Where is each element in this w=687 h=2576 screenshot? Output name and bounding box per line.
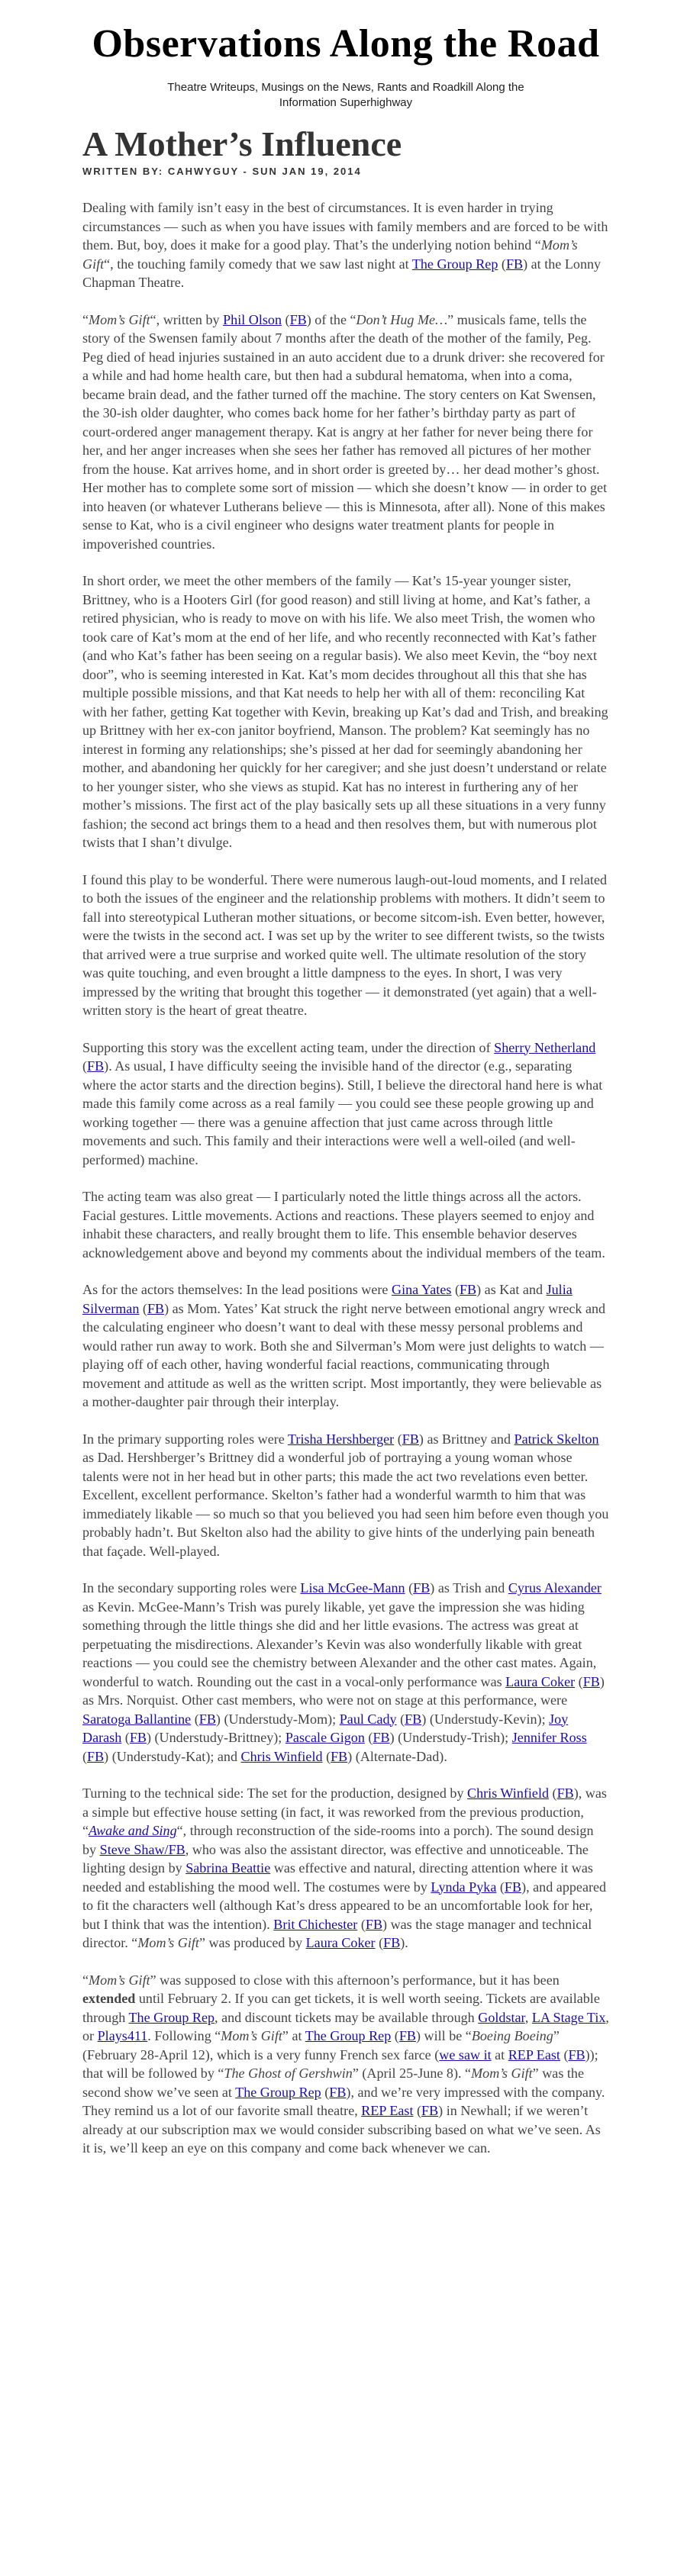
link-fb[interactable]: FB xyxy=(398,2028,416,2043)
link-pascale-gigon[interactable]: Pascale Gigon xyxy=(285,1730,365,1745)
link-fb[interactable]: FB xyxy=(289,311,307,327)
link-fb[interactable]: FB xyxy=(147,1300,165,1316)
paragraph: In the secondary supporting roles were Lisa McGee-Mann (FB) as Trish and Cyrus Alexander as Kevin. McGee-Mann’s Trish was purely likable, yet gave the impression she was hiding something through the little things she did and her little evasions. The actress was great at perpetuating the misdirections. Alexander’s Kevin was also wonderfully likable with great reactions — you could see the chemistry between Alexander and the other cast mates. Again, wonderful to watch. Rounding out the cast in a vocal-only performance was Laura Coker (FB) as Mrs. Norquist. Other cast members, who were not on stage at this performance, were Saratoga Ballantine (FB) (Understudy-Mom); Paul Cady (FB) (Understudy-Kevin); Joy Darash (FB) (Understudy-Brittney); Pascale Gigon (FB) (Understudy-Trish); Jennifer Ross (FB) (Understudy-Kat); and Chris Winfield (FB) (Alternate-Dad). xyxy=(82,1580,605,1764)
paragraph: “Mom’s Gift“, written by Phil Olson (FB) of the “Don’t Hug Me…” musicals fame, tells the story of the Swensen family about 7 months after the death of the mother of the family, Peg. Peg died of head injuries sustained in an auto accident due to a drunk driver: she recovered for a while and had home health care, but then had a subdural hematoma, when into a coma, became brain dead, and the father turned off the machine. The story centers on Kat Swensen, the 30-ish older daughter, who comes back home for her father’s birthday party as part of court-ordered anger management therapy. Kat is angry at her father for never being there for her, and her anger increases when she sees her father has removed all pictures of her mother from the house. Kat arrives home, and in short order is greeted by… her dead mother’s ghost. Her mother has to complete some sort of mission — which she doesn’t know — in order to get into heaven (or whatever Lutherans believe — this is Minnesota, after all). None of this makes sense to Kat, who is a civil engineer who designs water treatment plants for people in impoverished countries. xyxy=(82,311,608,552)
paragraph: As for the actors themselves: In the lead positions were Gina Yates (FB) as Kat and Julia Silverman (FB) as Mom. Yates’ Kat struck the right nerve between emotional angry wreck and the calculating engineer who doesn’t want to deal with these messy personal problems and would rather run away to work. Both she and Silverman’s Mom were just delights to watch — playing off of each other, having wonderful facial reactions, communicating through movement and attitude as well as the written script. Most importantly, they were believable as a mother-daughter pair through their interplay. xyxy=(82,1282,606,1409)
link-fb[interactable]: FB xyxy=(383,1935,401,1950)
link-goldstar[interactable]: Goldstar xyxy=(478,2009,525,2025)
link-fb[interactable]: FB xyxy=(198,1711,216,1727)
paragraph: I found this play to be wonderful. There were numerous laugh-out-loud moments, and I related to both the issues of the engineer and the relationship problems with mothers. It didn’t seem to fall into stereotypical Lutheran mother situations, or become sitcom-ish. Even better, however, were the twists in the second act. I was set up by the writer to see different twists, so the twists that arrived were a true surprise and worked quite well. The ultimate resolution of the story was quite touching, and even brought a little dampness to the eyes. In short, I was very impressed by the writing that brought this together — it demonstrated (yet again) that a well-written story is the heart of great theatre. xyxy=(82,871,608,1018)
link-fb[interactable]: FB xyxy=(421,2103,439,2118)
link-fb[interactable]: FB xyxy=(405,1711,422,1727)
link-fb[interactable]: FB xyxy=(365,1916,383,1932)
link-la-stage-tix[interactable]: LA Stage Tix xyxy=(531,2009,606,2025)
link-cyrus-alexander[interactable]: Cyrus Alexander xyxy=(508,1580,602,1596)
link-fb[interactable]: FB xyxy=(413,1580,431,1596)
link-gina-yates[interactable]: Gina Yates xyxy=(392,1282,452,1297)
site-title[interactable]: Observations Along the Road xyxy=(92,22,600,66)
paragraph: Supporting this story was the excellent acting team, under the direction of Sherry Netherland (FB). As usual, I have difficulty seeing the invisible hand of the director (e.g., separating where the actor starts and the direction begins). Still, I believe the directoral hand here is what made this family come across as a real family — you could see these people growing up and working together — there was a genuine affection that just came across through little movements and such. This family and their interactions were well a well-oiled (and well-performed) machine. xyxy=(82,1039,603,1167)
paragraph: Turning to the technical side: The set for the production, designed by Chris Winfield (FB), was a simple but effective house setting (in fact, it was reworked from the previous production, “Awake and Sing“, through reconstruction of the side-rooms into a porch). The sound design by Steve Shaw/FB, who was also the assistant director, was effective and unnoticeable. The lighting design by Sabrina Beattie was effective and natural, directing attention where it was needed and establishing the mood well. The costumes were by Lynda Pyka (FB), and appeared to fit the characters well (although Kat’s dress appeared to be an uncomfortable look for her, but I think that was the intention). Brit Chichester (FB) was the stage manager and technical director. “Mom’s Gift” was produced by Laura Coker (FB). xyxy=(82,1785,607,1950)
link-paul-cady[interactable]: Paul Cady xyxy=(339,1711,397,1727)
paragraph: In the primary supporting roles were Trisha Hershberger (FB) as Brittney and Patrick Skelton as Dad. Hershberger’s Brittney did a wonderful job of portraying a young woman whose talents were not in her head but in other parts; this made the act two revelations even better. Excellent, excellent performance. Skelton’s father had a wonderful warmth to him that was immediately likable — so much so that you believed you had seen him before even though you probably hadn’t. But Skelton also had the ability to give hints of the underlying pain beneath that façade. Well-played. xyxy=(82,1431,609,1559)
link-jennifer-ross[interactable]: Jennifer Ross xyxy=(511,1730,587,1745)
link-steve-shaw[interactable]: Steve Shaw/FB xyxy=(99,1841,185,1857)
link-fb[interactable]: FB xyxy=(129,1730,147,1745)
site-tagline: Theatre Writeups, Musings on the News, Rants and Roadkill Along the Information Superhighway xyxy=(167,81,524,109)
link-fb[interactable]: FB xyxy=(87,1748,105,1764)
link-saratoga-ballantine[interactable]: Saratoga Ballantine xyxy=(82,1711,192,1727)
link-fb[interactable]: FB xyxy=(402,1431,419,1447)
link-group-rep[interactable]: The Group Rep xyxy=(235,2084,321,2100)
link-awake-and-sing[interactable]: Awake and Sing xyxy=(89,1823,177,1838)
link-sherry-netherland[interactable]: Sherry Netherland xyxy=(494,1039,596,1055)
link-brit-chichester[interactable]: Brit Chichester xyxy=(273,1916,358,1932)
link-rep-east[interactable]: REP East xyxy=(508,2046,560,2062)
link-fb[interactable]: FB xyxy=(331,1748,348,1764)
link-lynda-pyka[interactable]: Lynda Pyka xyxy=(431,1879,497,1895)
paragraph: The acting team was also great — I particularly noted the little things across all the actors. Facial gestures. Little movements. Actions and reactions. These players seemed to enjoy and inhabit these characters, and really brought them to life. This ensemble behavior deserves acknowledgement above and beyond my comments about the individual members of the team. xyxy=(82,1189,605,1261)
link-fb[interactable]: FB xyxy=(568,2046,585,2062)
link-chris-winfield[interactable]: Chris Winfield xyxy=(240,1748,323,1764)
page xyxy=(82,0,609,2176)
link-trisha-hershberger[interactable]: Trisha Hershberger xyxy=(288,1431,395,1447)
link-phil-olson[interactable]: Phil Olson xyxy=(223,311,282,327)
link-fb[interactable]: FB xyxy=(373,1730,390,1745)
link-laura-coker[interactable]: Laura Coker xyxy=(305,1935,376,1950)
link-fb[interactable]: FB xyxy=(582,1673,600,1689)
link-fb[interactable]: FB xyxy=(505,256,524,272)
link-fb[interactable]: FB xyxy=(504,1879,522,1895)
link-plays411[interactable]: Plays411 xyxy=(97,2028,148,2043)
post-content xyxy=(82,198,609,2158)
paragraph: “Mom’s Gift” was supposed to close with this afternoon’s performance, but it has been extended until February 2. If you can get tickets, it is well worth seeing. Tickets are available through The Group Rep, and discount tickets may be available through Goldstar, LA Stage Tix, or Plays411. Following “Mom’s Gift” at The Group Rep (FB) will be “Boeing Boeing” (February 28-April 12), which is a very funny French sex farce (we saw it at REP East (FB)); that will be followed by “The Ghost of Gershwin” (April 25-June 8). “Mom’s Gift” was the second show we’ve seen at The Group Rep (FB), and we’re very impressed with the company. They remind us a lot of our favorite small theatre, REP East (FB) in Newhall; if we weren’t already at our subscription max we would consider subscribing based on what we’ve seen. As it is, we’ll keep an eye on this company and come back whenever we can. xyxy=(82,1972,609,2156)
link-lisa-mcgee-mann[interactable]: Lisa McGee-Mann xyxy=(300,1580,405,1596)
link-rep-east[interactable]: REP East xyxy=(361,2103,414,2118)
post-byline: WRITTEN BY: CAHWYGUY - SUN JAN 19, 2014 xyxy=(82,166,362,177)
link-laura-coker[interactable]: Laura Coker xyxy=(505,1673,576,1689)
link-group-rep[interactable]: The Group Rep xyxy=(128,2009,215,2025)
link-joy-darash[interactable]: Joy Darash xyxy=(82,1711,569,1745)
link-patrick-skelton[interactable]: Patrick Skelton xyxy=(514,1431,599,1447)
link-julia-silverman[interactable]: Julia Silverman xyxy=(82,1282,572,1316)
link-fb[interactable]: FB xyxy=(87,1058,105,1074)
link-sabrina-beattie[interactable]: Sabrina Beattie xyxy=(185,1860,271,1876)
link-fb[interactable]: FB xyxy=(329,2084,347,2100)
link-fb[interactable]: FB xyxy=(459,1282,477,1297)
link-group-rep[interactable]: The Group Rep xyxy=(305,2028,392,2043)
paragraph: In short order, we meet the other members of the family — Kat’s 15-year younger sister, Brittney, who is a Hooters Girl (for good reason) and still living at home, and Kat’s father, a retired physician, who is ready to move on with his life. We also meet Trish, the women who took care of Kat’s mom at the end of her life, and who recently reconnected with Kat’s father (and who Kat’s father has been seeing on a regular basis). We also meet Kevin, the “boy next door”, who is seeming interested in Kat. Kat’s mom decides throughout all this that she has multiple possible missions, and that Kat needs to help her with all of them: reconciling Kat with her father, getting Kat together with Kevin, breaking up Kat’s dad and Trish, and breaking up Brittney with her ex-con janitor boyfriend, Manson. The problem? Kat seemingly has no interest in forming any relationships; she’s pissed at her dad for seemingly abandoning her mother, and abandoning her quickly for her caregiver; and she just doesn’t understand or relate to her younger sister, who she views as stupid. Kat has no interest in furthering any of her mother’s missions. The first act of the play basically sets up all these situations in a very funny fashion; the second act brings them to a head and then resolves them, but with numerous plot twists that I shan’t divulge. xyxy=(82,573,608,850)
link-group-rep[interactable]: The Group Rep xyxy=(411,256,498,272)
link-chris-winfield[interactable]: Chris Winfield xyxy=(467,1785,550,1801)
link-we-saw-it[interactable]: we saw it xyxy=(439,2046,492,2062)
link-fb[interactable]: FB xyxy=(556,1785,574,1801)
post-title[interactable]: A Mother’s Influence xyxy=(82,124,402,163)
paragraph: Dealing with family isn’t easy in the best of circumstances. It is even harder in trying circumstances — such as when you have issues with family members and are forced to be with them. But, boy, does it make for a good play. That’s the underlying notion behind “Mom’s Gift“, the touching family comedy that we saw last night at The Group Rep (FB) at the Lonny Chapman Theatre. xyxy=(82,200,608,290)
